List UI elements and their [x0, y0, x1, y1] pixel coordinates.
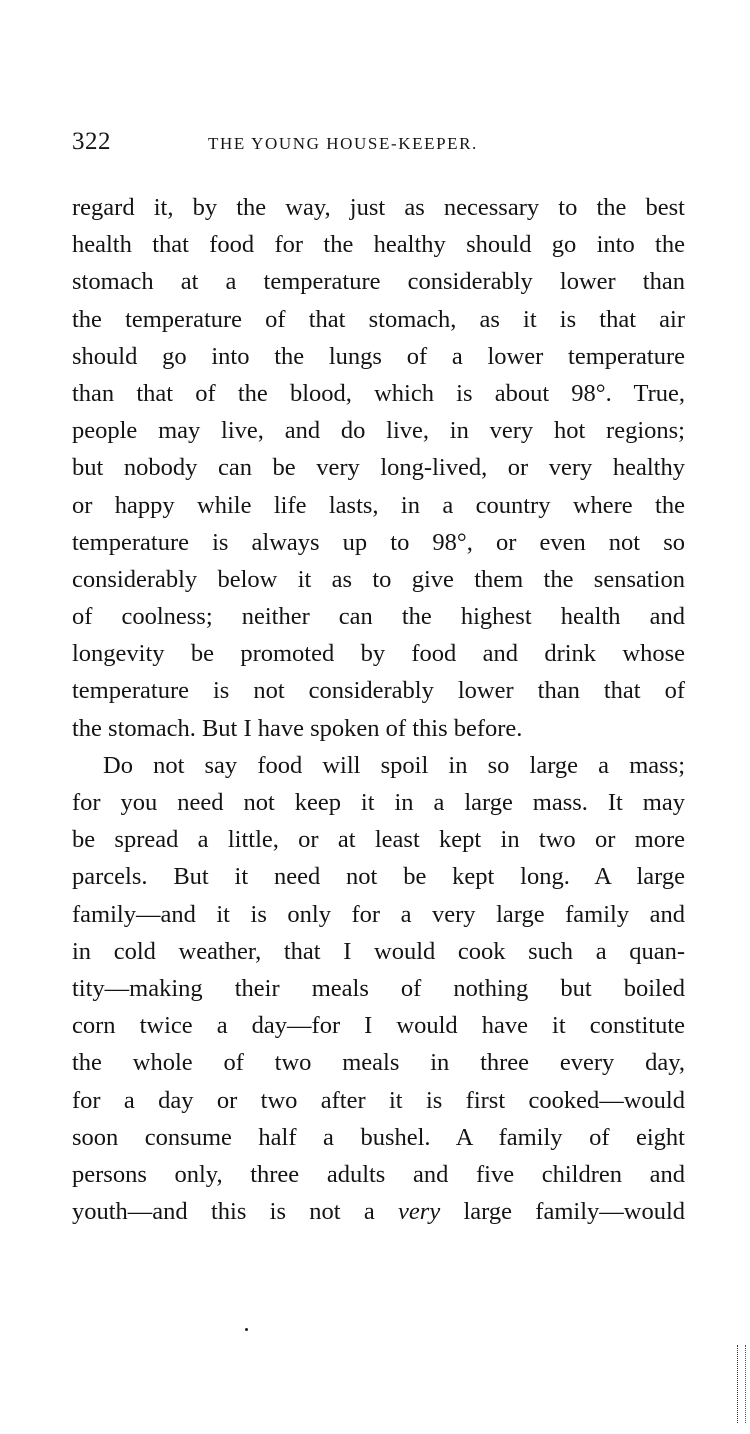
- text-line: corn twice a day—for I would have it constitute: [72, 1012, 685, 1040]
- text-line: in cold weather, that I would cook such a quan-: [72, 937, 685, 965]
- text-line: regard it, by the way, just as necessary to the best: [72, 194, 685, 221]
- text-line: tity—making their meals of nothing but boiled: [72, 974, 685, 1002]
- text-line: temperature is not considerably lower than that of: [72, 677, 685, 705]
- text-line: the temperature of that stomach, as it is that air: [72, 305, 685, 333]
- text-line: than that of the blood, which is about 98°. True,: [72, 379, 685, 407]
- text-line: the stomach. But I have spoken of this before.: [72, 714, 523, 742]
- text-line: people may live, and do live, in very hot regions;: [72, 417, 685, 445]
- text-line: persons only, three adults and five children and: [72, 1160, 685, 1188]
- text-line: family—and it is only for a very large family and: [72, 900, 685, 928]
- text-line: temperature is always up to 98°, or even not so: [72, 528, 685, 556]
- text-line: considerably below it as to give them the sensation: [72, 565, 685, 593]
- text-line: or happy while life lasts, in a country where the: [72, 491, 685, 519]
- text-line: parcels. But it need not be kept long. A large: [72, 863, 685, 891]
- ink-speck: [245, 1328, 248, 1331]
- text-line: the whole of two meals in three every day,: [72, 1049, 685, 1077]
- page-header: [72, 128, 672, 168]
- text-line: for a day or two after it is first cooked—would: [72, 1086, 685, 1114]
- text-line: Do not say food will spoil in so large a mass;: [103, 751, 685, 779]
- text-line: should go into the lungs of a lower temperature: [72, 342, 685, 370]
- paragraph: [72, 747, 685, 1230]
- emphasis: very: [398, 1198, 441, 1226]
- text-line: be spread a little, or at least kept in two or more: [72, 826, 685, 854]
- text-line: stomach at a temperature considerably lower than: [72, 268, 685, 296]
- text-line: but nobody can be very long-lived, or very healthy: [72, 454, 685, 482]
- text-line: soon consume half a bushel. A family of eight: [72, 1123, 685, 1151]
- text-line: youth—and this is not a very large family—would: [72, 1198, 685, 1226]
- text-line: health that food for the healthy should go into the: [72, 231, 685, 259]
- page-number: 322: [72, 128, 111, 155]
- text-line: for you need not keep it in a large mass. It may: [72, 789, 685, 816]
- page-edge-mark: [737, 1345, 746, 1423]
- body-text: [72, 189, 685, 1230]
- running-head: THE YOUNG HOUSE-KEEPER.: [208, 134, 478, 153]
- text-line: longevity be promoted by food and drink whose: [72, 640, 685, 668]
- paragraph: [72, 189, 685, 747]
- text-line: of coolness; neither can the highest health and: [72, 603, 685, 631]
